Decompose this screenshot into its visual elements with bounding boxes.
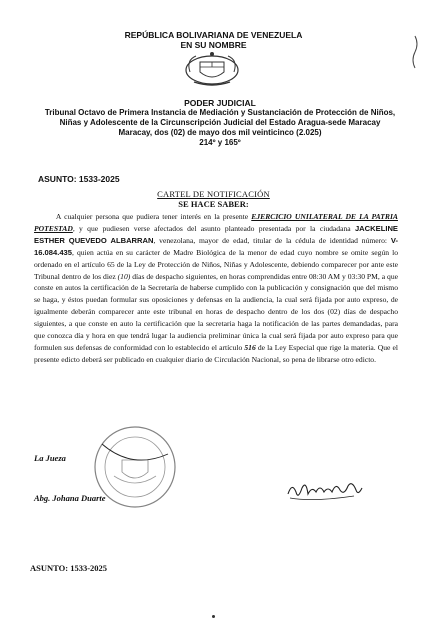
- judge-name: Abg. Johana Duarte: [34, 493, 106, 503]
- page-dot: [212, 615, 215, 618]
- court-date: Maracay, dos (02) de mayo dos mil veinticinco (2.025): [118, 128, 322, 137]
- asunto-top: ASUNTO: 1533-2025: [38, 174, 120, 184]
- republic-title: REPÚBLICA BOLIVARIANA DE VENEZUELA: [124, 30, 303, 40]
- article-number: 516: [244, 342, 256, 352]
- cartel-title: CARTEL DE NOTIFICACIÓN: [157, 189, 270, 199]
- court-line-1: Tribunal Octavo de Primera Instancia de Mediación y Sustanciación de Protección de Niños,: [44, 108, 396, 117]
- coat-of-arms-icon: [182, 48, 242, 88]
- applicant-id: V- 16.084.435: [34, 235, 399, 257]
- days-count: (10): [117, 271, 131, 281]
- margin-mark-icon: [410, 34, 420, 70]
- body-text-3: , venezolana, mayor de edad, titular de la cédula de identidad número:: [153, 235, 391, 245]
- poder-judicial: PODER JUDICIAL: [184, 98, 256, 108]
- signature-icon: [284, 476, 364, 506]
- court-line-2: Niñas y Adolescente de la Circunscripción Judicial del Estado Aragua-sede Maracay: [59, 118, 381, 127]
- la-jueza-label: La Jueza: [34, 453, 66, 463]
- case-type: EJERCICIO UNILATERAL DE LA PATRIA POTESTAD: [34, 212, 398, 233]
- body-text-1: A cualquier persona que pudiera tener interés en la presente: [55, 212, 252, 221]
- body-text-5: días de despacho siguientes, en horas comprendidas entre 08:30 AM y 03:30 PM, a que conste en autos la certificación de la Secretaría de haberse cumplido con la publicación y consignación que del mismo se haga, y éstos puedan formular sus oposiciones y defensas en la audiencia, la cual será fijada por auto expreso, de igualmente deberán comparecer ante este tribunal en horas de despacho dentro de los dos (02) días de despacho siguientes, a que conste en auto la certificación que la secretaria haga la notificación de las partes demandadas, para que conozca día y hora en que tendrá lugar la audiencia preliminar única la cual será fijada por auto expreso para que formulen sus defensas de conformidad con lo establecido el artículo: [34, 271, 398, 352]
- body-text-6: de la Ley Especial que rige la materia. Que el presente edicto deberá ser publicado en cualquier diario de Circulación Nacional, so pena de librarse otro edicto.: [34, 342, 398, 364]
- se-hace-saber: SE HACE SABER:: [178, 199, 249, 209]
- body-text-2: , y que pudiesen verse afectados del asunto planteado presentada por la ciudadana: [72, 223, 355, 233]
- applicant-name: JACKELINE ESTHER QUEVEDO ALBARRAN: [34, 223, 398, 245]
- court-years: 214º y 165º: [199, 138, 241, 147]
- en-su-nombre: EN SU NOMBRE: [180, 40, 247, 50]
- body-text-4: , quien actúa en su carácter de Madre Biológica de la menor de edad cuyo nombre se omite según lo ordenado en el artículo 65 de la Ley de Protección de Niños, Niñas y Adolescente, debiendo comparecer por ante este Tribunal dentro de los diez: [34, 247, 398, 281]
- asunto-bottom: ASUNTO: 1533-2025: [30, 563, 108, 573]
- notice-body: [34, 211, 398, 366]
